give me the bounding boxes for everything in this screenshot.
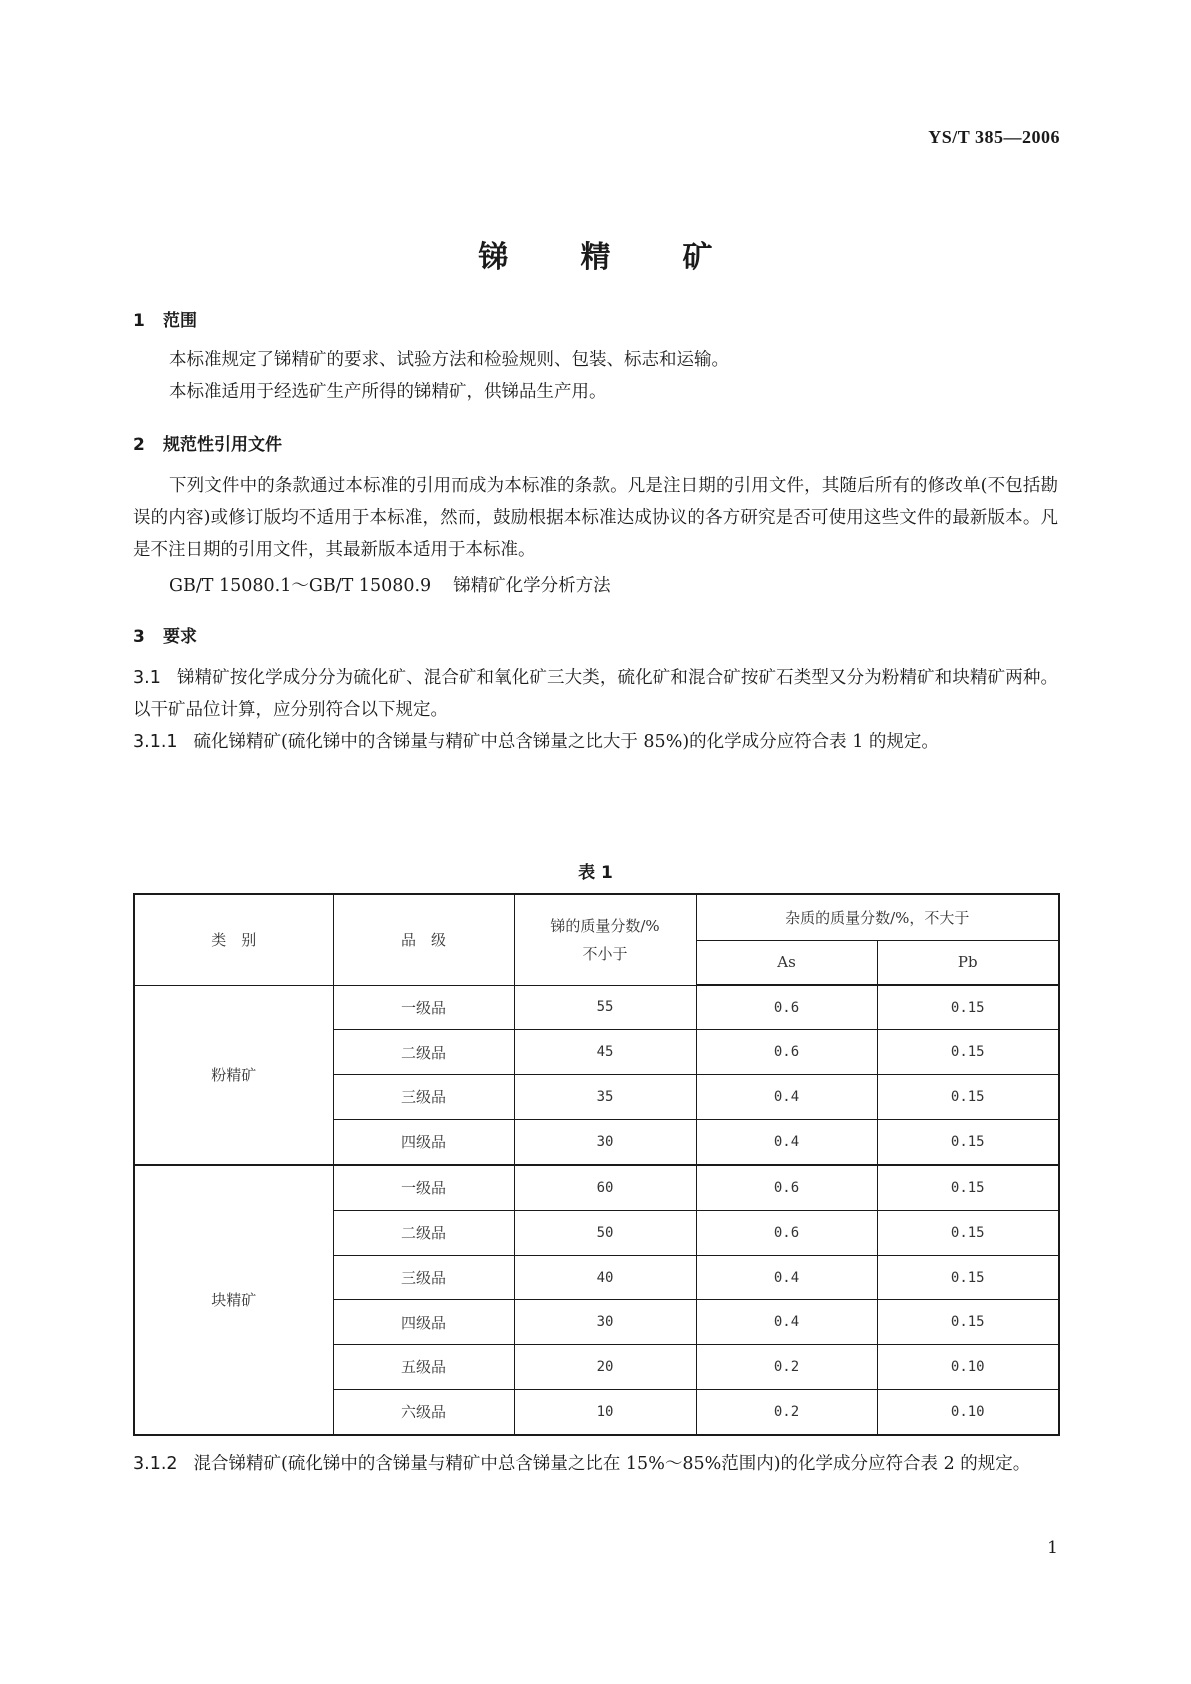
grade-cell: 六级品 bbox=[333, 1389, 514, 1435]
header-pb: Pb bbox=[877, 940, 1059, 985]
as-cell: 0.6 bbox=[696, 985, 877, 1030]
section-number: 3 bbox=[133, 627, 145, 647]
as-cell: 0.2 bbox=[696, 1389, 877, 1435]
grade-cell: 四级品 bbox=[333, 1300, 514, 1345]
page-number: 1 bbox=[1047, 1538, 1058, 1558]
as-cell: 0.4 bbox=[696, 1300, 877, 1345]
grade-cell: 五级品 bbox=[333, 1345, 514, 1390]
header-sb-content bbox=[514, 894, 696, 985]
header-sb-line-2: 不小于 bbox=[582, 944, 628, 963]
category-lump: 块精矿 bbox=[134, 1165, 333, 1435]
clause-number: 3.1 bbox=[133, 668, 161, 688]
sb-cell: 30 bbox=[514, 1300, 696, 1345]
as-cell: 0.4 bbox=[696, 1119, 877, 1165]
clause-3-1-2 bbox=[133, 1448, 1058, 1480]
section-number: 2 bbox=[133, 435, 145, 455]
section-number: 1 bbox=[133, 311, 145, 331]
sb-cell: 55 bbox=[514, 985, 696, 1030]
pb-cell: 0.15 bbox=[877, 1210, 1059, 1255]
grade-cell: 二级品 bbox=[333, 1030, 514, 1075]
clause-text: 硫化锑精矿(硫化锑中的含锑量与精矿中总含锑量之比大于 85%)的化学成分应符合表 1 的规定。 bbox=[193, 732, 939, 752]
sb-cell: 30 bbox=[514, 1119, 696, 1165]
normative-reference bbox=[133, 570, 1058, 602]
pb-cell: 0.15 bbox=[877, 1030, 1059, 1075]
header-as: As bbox=[696, 940, 877, 985]
reference-code: GB/T 15080.1～GB/T 15080.9 bbox=[169, 576, 432, 596]
section-1-heading bbox=[133, 306, 197, 331]
sb-cell: 50 bbox=[514, 1210, 696, 1255]
sb-cell: 10 bbox=[514, 1389, 696, 1435]
category-powder: 粉精矿 bbox=[134, 985, 333, 1165]
header-impurity: 杂质的质量分数/%，不大于 bbox=[696, 894, 1059, 940]
table-1-title: 表 1 bbox=[578, 863, 613, 883]
pb-cell: 0.15 bbox=[877, 1074, 1059, 1119]
clause-3-1-1 bbox=[133, 726, 1058, 758]
grade-cell: 一级品 bbox=[333, 1165, 514, 1211]
as-cell: 0.2 bbox=[696, 1345, 877, 1390]
as-cell: 0.6 bbox=[696, 1210, 877, 1255]
clause-text: 混合锑精矿(硫化锑中的含锑量与精矿中总含锑量之比在 15%～85%范围内)的化学成分应符合表 2 的规定。 bbox=[193, 1454, 1031, 1474]
sb-cell: 35 bbox=[514, 1074, 696, 1119]
clause-3-1 bbox=[133, 662, 1058, 726]
as-cell: 0.6 bbox=[696, 1030, 877, 1075]
pb-cell: 0.10 bbox=[877, 1389, 1059, 1435]
sb-cell: 60 bbox=[514, 1165, 696, 1211]
grade-cell: 三级品 bbox=[333, 1255, 514, 1300]
pb-cell: 0.15 bbox=[877, 1119, 1059, 1165]
standard-code: YS/T 385—2006 bbox=[928, 127, 1060, 147]
clause-number: 3.1.2 bbox=[133, 1454, 178, 1474]
section-3-heading bbox=[133, 622, 197, 647]
header-sb-line-1: 锑的质量分数/% bbox=[550, 916, 660, 935]
table-row bbox=[134, 1165, 1059, 1211]
table-1 bbox=[133, 893, 1060, 1436]
clause-text: 锑精矿按化学成分分为硫化矿、混合矿和氧化矿三大类，硫化矿和混合矿按矿石类型又分为粉精矿和块精矿两种。以干矿品位计算，应分别符合以下规定。 bbox=[133, 668, 1058, 720]
header-grade: 品 级 bbox=[333, 894, 514, 985]
pb-cell: 0.15 bbox=[877, 1255, 1059, 1300]
grade-cell: 三级品 bbox=[333, 1074, 514, 1119]
as-cell: 0.6 bbox=[696, 1165, 877, 1211]
pb-cell: 0.15 bbox=[877, 985, 1059, 1030]
sb-cell: 20 bbox=[514, 1345, 696, 1390]
section-1-paragraph-2: 本标准适用于经选矿生产所得的锑精矿，供锑品生产用。 bbox=[169, 382, 607, 402]
table-row bbox=[134, 985, 1059, 1030]
as-cell: 0.4 bbox=[696, 1255, 877, 1300]
pb-cell: 0.15 bbox=[877, 1300, 1059, 1345]
section-2-heading bbox=[133, 430, 282, 455]
sb-cell: 40 bbox=[514, 1255, 696, 1300]
header-category: 类 别 bbox=[134, 894, 333, 985]
section-1-paragraph-1: 本标准规定了锑精矿的要求、试验方法和检验规则、包装、标志和运输。 bbox=[169, 350, 729, 370]
grade-cell: 一级品 bbox=[333, 985, 514, 1030]
grade-cell: 二级品 bbox=[333, 1210, 514, 1255]
grade-cell: 四级品 bbox=[333, 1119, 514, 1165]
section-title: 规范性引用文件 bbox=[163, 435, 282, 455]
clause-number: 3.1.1 bbox=[133, 732, 178, 752]
sb-cell: 45 bbox=[514, 1030, 696, 1075]
as-cell: 0.4 bbox=[696, 1074, 877, 1119]
reference-title: 锑精矿化学分析方法 bbox=[453, 576, 611, 596]
section-title: 范围 bbox=[163, 311, 197, 331]
section-title: 要求 bbox=[163, 627, 197, 647]
pb-cell: 0.10 bbox=[877, 1345, 1059, 1390]
pb-cell: 0.15 bbox=[877, 1165, 1059, 1211]
section-2-paragraph: 下列文件中的条款通过本标准的引用而成为本标准的条款。凡是注日期的引用文件，其随后所有的修改单(不包括勘误的内容)或修订版均不适用于本标准，然而，鼓励根据本标准达成协议的各方研究是否可使用这些文件的最新版本。凡是不注日期的引用文件，其最新版本适用于本标准。 bbox=[133, 476, 1058, 560]
document-title: 锑精矿 bbox=[478, 240, 785, 275]
